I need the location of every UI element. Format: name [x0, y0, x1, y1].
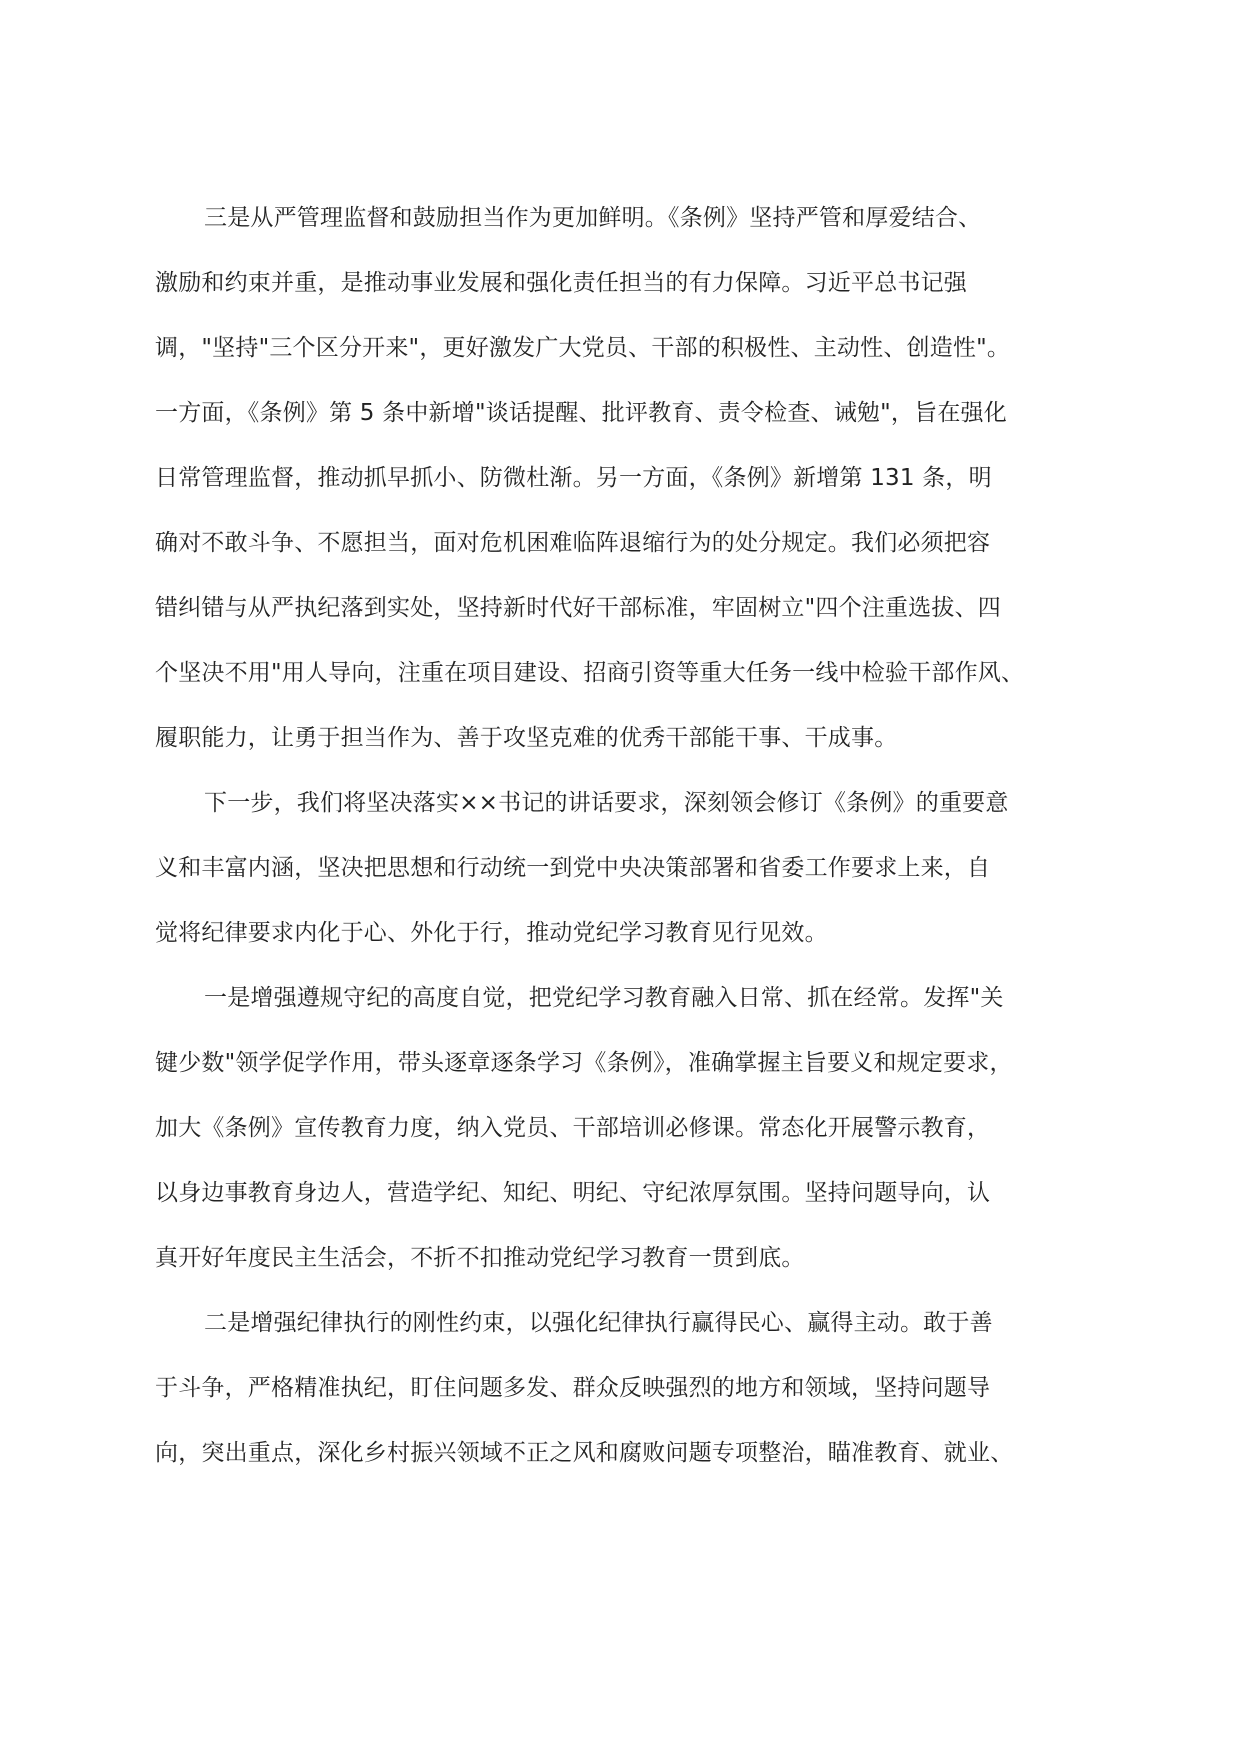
- paragraph-line: 确对不敢斗争、不愿担当，面对危机困难临阵退缩行为的处分规定。我们必须把容: [155, 530, 991, 556]
- paragraph-line: 个坚决不用"用人导向，注重在项目建设、招商引资等重大任务一线中检验干部作风、: [155, 660, 1025, 686]
- paragraph-line: 觉将纪律要求内化于心、外化于行，推动党纪学习教育见行见效。: [155, 920, 828, 946]
- document-body: [155, 186, 1085, 1486]
- paragraph-line: 义和丰富内涵，坚决把思想和行动统一到党中央决策部署和省委工作要求上来，自: [155, 855, 991, 881]
- paragraph-line: 加大《条例》宣传教育力度，纳入党员、干部培训必修课。常态化开展警示教育，: [155, 1115, 991, 1141]
- paragraph-line: 下一步，我们将坚决落实××书记的讲话要求，深刻领会修订《条例》的重要意: [204, 790, 1009, 816]
- paragraph-line: 三是从严管理监督和鼓励担当作为更加鲜明。《条例》坚持严管和厚爱结合、: [204, 205, 982, 231]
- paragraph-line: 一是增强遵规守纪的高度自觉，把党纪学习教育融入日常、抓在经常。发挥"关: [204, 985, 1004, 1011]
- paragraph-line: 二是增强纪律执行的刚性约束，以强化纪律执行赢得民心、赢得主动。敢于善: [204, 1310, 993, 1336]
- paragraph-line: 向，突出重点，深化乡村振兴领域不正之风和腐败问题专项整治，瞄准教育、就业、: [155, 1440, 1014, 1466]
- paragraph-line: 于斗争，严格精准执纪，盯住问题多发、群众反映强烈的地方和领域，坚持问题导: [155, 1375, 991, 1401]
- paragraph-line: 激励和约束并重，是推动事业发展和强化责任担当的有力保障。习近平总书记强: [155, 270, 967, 296]
- paragraph-line: 日常管理监督，推动抓早抓小、防微杜渐。另一方面，《条例》新增第 131 条，明: [155, 465, 992, 491]
- paragraph-line: 履职能力，让勇于担当作为、善于攻坚克难的优秀干部能干事、干成事。: [155, 725, 898, 751]
- paragraph-line: 以身边事教育身边人，营造学纪、知纪、明纪、守纪浓厚氛围。坚持问题导向，认: [155, 1180, 991, 1206]
- paragraph-line: 真开好年度民主生活会，不折不扣推动党纪学习教育一贯到底。: [155, 1245, 805, 1271]
- paragraph-line: 键少数"领学促学作用，带头逐章逐条学习《条例》，准确掌握主旨要义和规定要求，: [155, 1050, 1013, 1076]
- paragraph-line: 调，"坚持"三个区分开来"，更好激发广大党员、干部的积极性、主动性、创造性"。: [155, 335, 1011, 361]
- paragraph-line: 一方面，《条例》第 5 条中新增"谈话提醒、批评教育、责令检查、诫勉"，旨在强化: [155, 400, 1007, 426]
- paragraph-line: 错纠错与从严执纪落到实处，坚持新时代好干部标准，牢固树立"四个注重选拔、四: [155, 595, 1001, 621]
